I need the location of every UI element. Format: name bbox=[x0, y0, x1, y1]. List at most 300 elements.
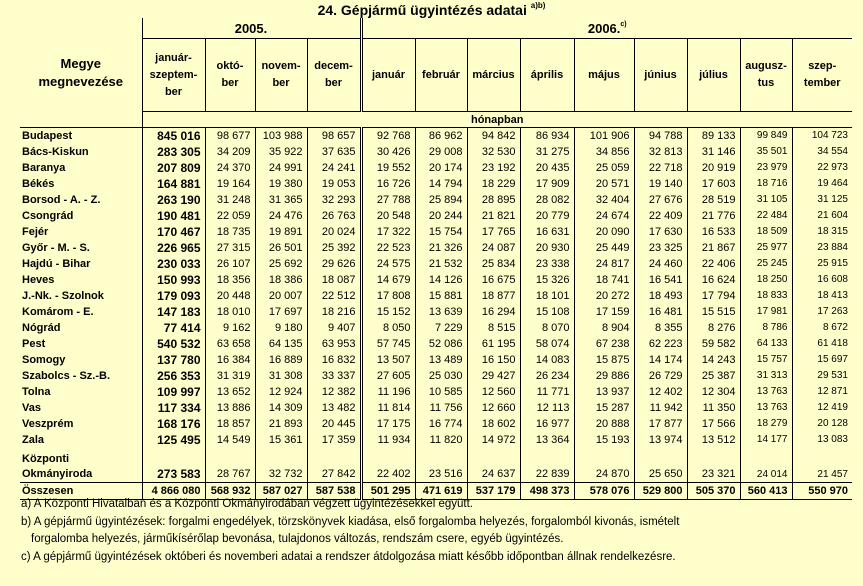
total-cell: 537 179 bbox=[467, 483, 520, 500]
county-name: Budapest bbox=[20, 128, 142, 145]
table-cell: 32 404 bbox=[574, 192, 634, 208]
table-cell: 20 435 bbox=[520, 160, 574, 176]
total-cell: 501 295 bbox=[361, 483, 415, 500]
table-cell: 23 979 bbox=[740, 160, 792, 176]
table-row bbox=[20, 192, 852, 208]
table-cell: 19 552 bbox=[361, 160, 415, 176]
table-cell: 15 152 bbox=[361, 304, 415, 320]
table-cell: 12 419 bbox=[792, 400, 852, 416]
table-cell: 16 150 bbox=[467, 352, 520, 368]
table-cell: 12 402 bbox=[634, 384, 687, 400]
table-cell: 226 965 bbox=[157, 241, 201, 255]
table-cell: 16 541 bbox=[634, 272, 687, 288]
table-cell: 34 554 bbox=[792, 144, 852, 160]
table-cell: 15 361 bbox=[255, 432, 307, 448]
table-cell: 13 512 bbox=[687, 432, 740, 448]
month-header-line: február bbox=[422, 68, 460, 81]
table-cell: 12 382 bbox=[307, 384, 361, 400]
table-cell: 22 059 bbox=[205, 208, 255, 224]
table-cell: 10 585 bbox=[415, 384, 467, 400]
month-header-line: január- bbox=[155, 51, 192, 64]
table-cell: 109 997 bbox=[157, 385, 201, 399]
table-cell: 20 174 bbox=[415, 160, 467, 176]
table-cell: 24 087 bbox=[467, 240, 520, 256]
county-name: Veszprém bbox=[20, 416, 142, 432]
table-cell: 25 894 bbox=[415, 192, 467, 208]
table-cell: 179 093 bbox=[157, 289, 201, 303]
table-row bbox=[20, 336, 852, 352]
table-row bbox=[20, 160, 852, 176]
table-cell: 21 532 bbox=[415, 256, 467, 272]
county-name: J.-Nk. - Szolnok bbox=[20, 288, 142, 304]
table-title bbox=[0, 2, 863, 18]
table-cell: 256 353 bbox=[157, 369, 201, 383]
table-cell: 89 133 bbox=[687, 128, 740, 145]
table-cell: 13 886 bbox=[205, 400, 255, 416]
month-header bbox=[740, 39, 792, 112]
table-cell: 16 624 bbox=[687, 272, 740, 288]
table-cell: 9 162 bbox=[205, 320, 255, 336]
table-cell: 19 164 bbox=[205, 176, 255, 192]
table-cell: 16 631 bbox=[520, 224, 574, 240]
table-cell: 22 839 bbox=[520, 448, 574, 483]
table-cell: 18 413 bbox=[792, 288, 852, 304]
county-name: Borsod - A. - Z. bbox=[20, 192, 142, 208]
table-cell: 17 808 bbox=[361, 288, 415, 304]
table-cell: 18 509 bbox=[740, 224, 792, 240]
footnote-c: c) A gépjármű ügyintézések októberi és novemberi adatai a rendszer átdolgozása miatt később időpontban állnak rendelkezésre. bbox=[21, 550, 676, 563]
table-row bbox=[20, 240, 852, 256]
table-cell: 16 608 bbox=[792, 272, 852, 288]
table-cell: 28 767 bbox=[205, 448, 255, 483]
month-header bbox=[205, 39, 255, 112]
table-row bbox=[20, 208, 852, 224]
table-cell: 13 937 bbox=[574, 384, 634, 400]
year-2006-header bbox=[361, 18, 852, 39]
table-row bbox=[20, 128, 852, 145]
county-name: Bács-Kiskun bbox=[20, 144, 142, 160]
table-cell: 18 716 bbox=[740, 176, 792, 192]
month-header bbox=[687, 39, 740, 112]
table-cell: 15 193 bbox=[574, 432, 634, 448]
table-cell: 117 334 bbox=[157, 401, 201, 415]
table-cell: 94 788 bbox=[634, 128, 687, 145]
table-cell: 22 523 bbox=[361, 240, 415, 256]
table-cell: 11 350 bbox=[687, 400, 740, 416]
table-cell: 35 501 bbox=[740, 144, 792, 160]
month-header bbox=[142, 39, 205, 112]
table-cell: 15 287 bbox=[574, 400, 634, 416]
table-cell: 58 074 bbox=[520, 336, 574, 352]
table-cell: 13 763 bbox=[740, 384, 792, 400]
table-row bbox=[20, 432, 852, 448]
county-name: Hajdú - Bihar bbox=[20, 256, 142, 272]
table-cell: 19 053 bbox=[307, 176, 361, 192]
table-cell: 16 533 bbox=[687, 224, 740, 240]
table-cell: 17 630 bbox=[634, 224, 687, 240]
table-cell: 17 794 bbox=[687, 288, 740, 304]
table-cell: 64 135 bbox=[255, 336, 307, 352]
month-header bbox=[307, 39, 361, 112]
footnotes bbox=[21, 496, 851, 566]
month-header-line: szep- bbox=[808, 60, 837, 72]
county-name: Fejér bbox=[20, 224, 142, 240]
table-cell: 20 888 bbox=[574, 416, 634, 432]
table-cell: 23 884 bbox=[792, 240, 852, 256]
table-cell: 25 977 bbox=[740, 240, 792, 256]
table-cell: 31 365 bbox=[255, 192, 307, 208]
table-cell: 164 881 bbox=[157, 177, 201, 191]
table-cell: 207 809 bbox=[157, 161, 201, 175]
table-cell: 20 779 bbox=[520, 208, 574, 224]
table-cell: 17 322 bbox=[361, 224, 415, 240]
table-cell: 11 934 bbox=[361, 432, 415, 448]
table-cell: 27 842 bbox=[307, 448, 361, 483]
month-header-line: ber bbox=[324, 77, 343, 89]
table-cell: 29 626 bbox=[307, 256, 361, 272]
table-cell: 12 660 bbox=[467, 400, 520, 416]
table-cell: 31 319 bbox=[205, 368, 255, 384]
county-name bbox=[20, 448, 142, 483]
year-2006-footnote-ref: c) bbox=[620, 20, 627, 28]
table-cell: 18 741 bbox=[574, 272, 634, 288]
table-cell: 845 016 bbox=[157, 129, 201, 143]
month-header bbox=[361, 39, 415, 112]
table-cell: 17 697 bbox=[255, 304, 307, 320]
table-cell: 18 833 bbox=[740, 288, 792, 304]
table-cell: 26 763 bbox=[307, 208, 361, 224]
month-header-line: ber bbox=[164, 85, 183, 98]
table-cell: 11 771 bbox=[520, 384, 574, 400]
table-cell: 137 780 bbox=[157, 353, 201, 367]
table-cell: 15 757 bbox=[740, 352, 792, 368]
table-cell: 18 229 bbox=[467, 176, 520, 192]
total-cell: 550 970 bbox=[792, 483, 852, 500]
total-cell: 4 866 080 bbox=[142, 483, 205, 500]
table-cell: 19 891 bbox=[255, 224, 307, 240]
table-row bbox=[20, 416, 852, 432]
table-cell: 19 464 bbox=[792, 176, 852, 192]
table-cell: 64 133 bbox=[740, 336, 792, 352]
table-cell: 13 482 bbox=[307, 400, 361, 416]
table-cell: 101 906 bbox=[574, 128, 634, 145]
county-name: Baranya bbox=[20, 160, 142, 176]
table-cell: 22 406 bbox=[687, 256, 740, 272]
county-name: Tolna bbox=[20, 384, 142, 400]
table-cell: 16 774 bbox=[415, 416, 467, 432]
table-cell: 16 675 bbox=[467, 272, 520, 288]
table-cell: 15 881 bbox=[415, 288, 467, 304]
table-cell: 16 832 bbox=[307, 352, 361, 368]
table-cell: 18 087 bbox=[307, 272, 361, 288]
table-cell: 12 871 bbox=[792, 384, 852, 400]
table-cell: 18 356 bbox=[205, 272, 255, 288]
table-cell: 20 244 bbox=[415, 208, 467, 224]
table-cell: 17 981 bbox=[740, 304, 792, 320]
table-cell: 28 519 bbox=[687, 192, 740, 208]
table-cell: 25 650 bbox=[634, 448, 687, 483]
table-cell: 20 007 bbox=[255, 288, 307, 304]
county-name: Nógrád bbox=[20, 320, 142, 336]
table-cell: 14 126 bbox=[415, 272, 467, 288]
table-row bbox=[20, 320, 852, 336]
table-cell: 24 241 bbox=[307, 160, 361, 176]
table-cell: 20 024 bbox=[307, 224, 361, 240]
footnote-a: a) A Központi Hivatalban és a Központi Okmányirodában végzett ügyintézésekkel együtt. bbox=[21, 498, 473, 510]
table-cell: 20 571 bbox=[574, 176, 634, 192]
total-label: Összesen bbox=[20, 483, 142, 500]
table-cell: 21 821 bbox=[467, 208, 520, 224]
table-cell: 16 889 bbox=[255, 352, 307, 368]
table-cell: 22 512 bbox=[307, 288, 361, 304]
table-cell: 33 337 bbox=[307, 368, 361, 384]
table-row bbox=[20, 272, 852, 288]
table-cell: 147 183 bbox=[157, 305, 201, 319]
month-header-line: augusz- bbox=[745, 60, 787, 72]
table-cell: 23 192 bbox=[467, 160, 520, 176]
county-header bbox=[20, 18, 142, 128]
table-cell: 13 364 bbox=[520, 432, 574, 448]
table-cell: 14 174 bbox=[634, 352, 687, 368]
table-cell: 21 776 bbox=[687, 208, 740, 224]
table-cell: 19 380 bbox=[255, 176, 307, 192]
table-cell: 98 677 bbox=[205, 128, 255, 145]
table-cell: 17 877 bbox=[634, 416, 687, 432]
table-cell: 13 507 bbox=[361, 352, 415, 368]
table-cell: 31 248 bbox=[205, 192, 255, 208]
table-cell: 17 566 bbox=[687, 416, 740, 432]
table-cell: 21 326 bbox=[415, 240, 467, 256]
table-cell: 31 105 bbox=[740, 192, 792, 208]
table-cell: 20 272 bbox=[574, 288, 634, 304]
table-cell: 190 481 bbox=[157, 209, 201, 223]
table-cell: 283 305 bbox=[157, 145, 201, 159]
table-cell: 21 457 bbox=[792, 448, 852, 483]
table-cell: 92 768 bbox=[361, 128, 415, 145]
table-cell: 15 697 bbox=[792, 352, 852, 368]
table-cell: 8 672 bbox=[792, 320, 852, 336]
table-cell: 22 973 bbox=[792, 160, 852, 176]
table-cell: 24 674 bbox=[574, 208, 634, 224]
table-row bbox=[20, 304, 852, 320]
table-cell: 22 402 bbox=[361, 448, 415, 483]
table-cell: 25 392 bbox=[307, 240, 361, 256]
table-cell: 59 582 bbox=[687, 336, 740, 352]
table-cell: 18 735 bbox=[205, 224, 255, 240]
total-cell: 568 932 bbox=[205, 483, 255, 500]
table-cell: 17 159 bbox=[574, 304, 634, 320]
table-cell: 8 070 bbox=[520, 320, 574, 336]
table-cell: 22 484 bbox=[740, 208, 792, 224]
county-name: Csongrád bbox=[20, 208, 142, 224]
table-cell: 16 384 bbox=[205, 352, 255, 368]
table-cell: 29 008 bbox=[415, 144, 467, 160]
table-cell: 150 993 bbox=[157, 273, 201, 287]
table-cell: 27 676 bbox=[634, 192, 687, 208]
table-cell: 263 190 bbox=[157, 193, 201, 207]
table-cell: 25 692 bbox=[255, 256, 307, 272]
month-header-line: ber bbox=[221, 77, 239, 89]
table-cell: 15 108 bbox=[520, 304, 574, 320]
table-cell: 20 448 bbox=[205, 288, 255, 304]
table-cell: 52 086 bbox=[415, 336, 467, 352]
table-cell: 21 867 bbox=[687, 240, 740, 256]
month-header-line: január bbox=[371, 68, 405, 81]
table-cell: 15 754 bbox=[415, 224, 467, 240]
table-cell: 34 856 bbox=[574, 144, 634, 160]
table-cell: 11 756 bbox=[415, 400, 467, 416]
table-row bbox=[20, 352, 852, 368]
table-cell: 25 245 bbox=[740, 256, 792, 272]
month-header-line: tember bbox=[803, 77, 841, 89]
table-cell: 18 857 bbox=[205, 416, 255, 432]
table-cell: 13 083 bbox=[792, 432, 852, 448]
table-row bbox=[20, 256, 852, 272]
table-cell: 98 657 bbox=[307, 128, 361, 145]
table-cell: 31 313 bbox=[740, 368, 792, 384]
table-cell: 26 501 bbox=[255, 240, 307, 256]
table-cell: 24 817 bbox=[574, 256, 634, 272]
county-name: Pest bbox=[20, 336, 142, 352]
month-header-line: május bbox=[588, 68, 620, 81]
table-cell: 24 870 bbox=[574, 448, 634, 483]
county-name: Győr - M. - S. bbox=[20, 240, 142, 256]
table-cell: 16 726 bbox=[361, 176, 415, 192]
table-cell: 30 426 bbox=[361, 144, 415, 160]
table-cell: 24 370 bbox=[205, 160, 255, 176]
table-cell: 23 516 bbox=[415, 448, 467, 483]
table-cell: 8 050 bbox=[361, 320, 415, 336]
table-cell: 86 934 bbox=[520, 128, 574, 145]
table-cell: 8 515 bbox=[467, 320, 520, 336]
table-row bbox=[20, 144, 852, 160]
table-cell: 18 493 bbox=[634, 288, 687, 304]
table-cell: 17 175 bbox=[361, 416, 415, 432]
table-cell: 28 895 bbox=[467, 192, 520, 208]
month-header-row bbox=[20, 39, 852, 112]
table-cell: 29 427 bbox=[467, 368, 520, 384]
table-cell: 62 223 bbox=[634, 336, 687, 352]
table-cell: 16 294 bbox=[467, 304, 520, 320]
month-header-line: július bbox=[699, 68, 728, 81]
table-cell: 13 652 bbox=[205, 384, 255, 400]
table-cell: 21 604 bbox=[792, 208, 852, 224]
table-cell: 63 953 bbox=[307, 336, 361, 352]
county-name: Vas bbox=[20, 400, 142, 416]
month-header bbox=[634, 39, 687, 112]
table-cell: 13 763 bbox=[740, 400, 792, 416]
table-cell: 22 409 bbox=[634, 208, 687, 224]
table-cell: 12 304 bbox=[687, 384, 740, 400]
table-cell: 14 549 bbox=[205, 432, 255, 448]
year-2006-text: 2006. bbox=[587, 20, 621, 36]
table-cell: 7 229 bbox=[415, 320, 467, 336]
month-header bbox=[520, 39, 574, 112]
month-header bbox=[467, 39, 520, 112]
table-cell: 15 875 bbox=[574, 352, 634, 368]
table-cell: 61 418 bbox=[792, 336, 852, 352]
table-cell: 20 548 bbox=[361, 208, 415, 224]
table-cell: 13 974 bbox=[634, 432, 687, 448]
total-cell: 529 800 bbox=[634, 483, 687, 500]
month-header bbox=[792, 39, 852, 112]
county-header-line-1: Megye bbox=[60, 55, 101, 71]
table-cell: 61 195 bbox=[467, 336, 520, 352]
table-cell: 63 658 bbox=[205, 336, 255, 352]
table-cell: 14 177 bbox=[740, 432, 792, 448]
table-cell: 18 101 bbox=[520, 288, 574, 304]
table-cell: 28 082 bbox=[520, 192, 574, 208]
table-cell: 29 531 bbox=[792, 368, 852, 384]
county-name: Somogy bbox=[20, 352, 142, 368]
month-header-line: novem- bbox=[261, 60, 301, 72]
table-cell: 273 583 bbox=[157, 467, 201, 481]
unit-header: hónapban bbox=[142, 112, 852, 128]
table-cell: 12 560 bbox=[467, 384, 520, 400]
table-cell: 16 481 bbox=[634, 304, 687, 320]
table-cell: 20 930 bbox=[520, 240, 574, 256]
table-cell: 57 745 bbox=[361, 336, 415, 352]
table-cell: 20 128 bbox=[792, 416, 852, 432]
table-cell: 14 972 bbox=[467, 432, 520, 448]
county-name: Heves bbox=[20, 272, 142, 288]
table-row bbox=[20, 288, 852, 304]
table-cell: 15 515 bbox=[687, 304, 740, 320]
table-cell: 31 275 bbox=[520, 144, 574, 160]
table-cell: 16 977 bbox=[520, 416, 574, 432]
table-row bbox=[20, 448, 852, 483]
table-cell: 18 602 bbox=[467, 416, 520, 432]
table-cell: 27 605 bbox=[361, 368, 415, 384]
table-cell: 21 893 bbox=[255, 416, 307, 432]
table-cell: 99 849 bbox=[740, 128, 792, 145]
table-cell: 24 460 bbox=[634, 256, 687, 272]
table-cell: 14 794 bbox=[415, 176, 467, 192]
table-cell: 20 919 bbox=[687, 160, 740, 176]
table-cell: 86 962 bbox=[415, 128, 467, 145]
month-header-line: április bbox=[530, 68, 564, 81]
table-cell: 23 321 bbox=[687, 448, 740, 483]
table-cell: 31 146 bbox=[687, 144, 740, 160]
table-cell: 14 309 bbox=[255, 400, 307, 416]
table-cell: 23 325 bbox=[634, 240, 687, 256]
table-cell: 19 140 bbox=[634, 176, 687, 192]
table-cell: 31 125 bbox=[792, 192, 852, 208]
table-cell: 125 495 bbox=[157, 433, 201, 447]
table-cell: 8 355 bbox=[634, 320, 687, 336]
table-cell: 9 180 bbox=[255, 320, 307, 336]
table-cell: 24 991 bbox=[255, 160, 307, 176]
table-cell: 25 030 bbox=[415, 368, 467, 384]
table-cell: 23 338 bbox=[520, 256, 574, 272]
table-cell: 17 909 bbox=[520, 176, 574, 192]
table-cell: 32 732 bbox=[255, 448, 307, 483]
table-row bbox=[20, 176, 852, 192]
total-cell: 560 413 bbox=[740, 483, 792, 500]
table-cell: 9 407 bbox=[307, 320, 361, 336]
table-cell: 18 877 bbox=[467, 288, 520, 304]
table-cell: 34 209 bbox=[205, 144, 255, 160]
table-cell: 24 637 bbox=[467, 448, 520, 483]
table-cell: 8 786 bbox=[740, 320, 792, 336]
table-cell: 35 922 bbox=[255, 144, 307, 160]
title-footnote-ref: a)b) bbox=[530, 1, 546, 10]
table-cell: 27 315 bbox=[205, 240, 255, 256]
table-cell: 29 886 bbox=[574, 368, 634, 384]
total-cell: 578 076 bbox=[574, 483, 634, 500]
table-cell: 32 293 bbox=[307, 192, 361, 208]
county-name: Zala bbox=[20, 432, 142, 448]
